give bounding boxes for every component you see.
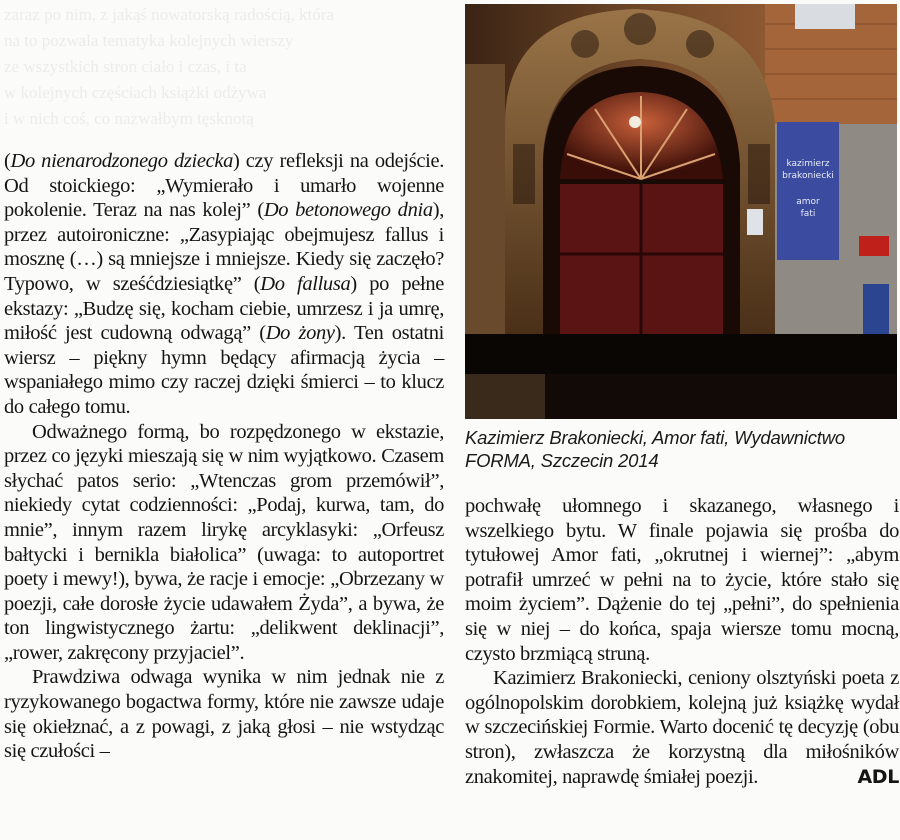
bleed-through-text — [0, 0, 454, 152]
bleed-line: zaraz po nim, z jakąś nowatorską radością, która — [4, 5, 334, 24]
poem-title-unborn-child: Do nienarodzonego dziecka — [10, 150, 233, 172]
paragraph-5 — [465, 666, 899, 789]
photo-caption: Kazimierz Brakoniecki, Amor fati, Wydawnictwo FORMA, Szczecin 2014 — [465, 427, 845, 471]
left-text-column — [4, 149, 444, 764]
book-photo — [465, 4, 897, 419]
wall-plaque — [747, 209, 763, 235]
lower-wall — [465, 374, 545, 419]
paragraph-1-text-d: ). Ten ostatni wiersz – piękny hymn będący afirmacją życia – wspaniałego mimo czy raczej dzięki śmierci – to klucz do całego tomu. — [4, 322, 444, 418]
bleed-line: ze wszystkich stron ciało i czas, i ta — [4, 57, 247, 76]
bleed-line: na to pozwala tematyka kolejnych wierszy — [4, 31, 294, 50]
bleed-line: w kolejnych częściach książki odżywa — [4, 83, 267, 102]
banner — [777, 122, 839, 260]
banner-text-2: brakoniecki — [782, 171, 834, 181]
paragraph-1 — [4, 149, 444, 420]
poem-title-phallus: Do fallusa — [260, 272, 351, 295]
paragraph-1-text-b: ), przez autoironiczne: „Zasypiając obejmujesz fallus i mosznę (…) są mniejsze i mniejsze. Kiedy się zaczęło? Typowo, w sześćdziesiątkę” ( — [4, 199, 444, 295]
paragraph-1-text-c: ) po pełne ekstazy: „Budzę się, kocham ciebie, umrzesz i ja umrę, miłość jest cudowną odwagą” ( — [4, 272, 444, 345]
poem-title-concrete-day: Do betonowego dnia — [263, 199, 433, 222]
left-column-pillar — [465, 64, 505, 344]
paragraph-3: Prawdziwa odwaga wynika w nim jednak nie z ryzykowanego bogactwa formy, które nie zawsze udaje się okiełznać, a z powagi, z jaką głosi – nie wstydząc się czułości – — [4, 666, 444, 763]
lamp — [629, 116, 641, 128]
banner-text-1: kazimierz — [786, 159, 830, 169]
window-top-right — [795, 4, 855, 29]
right-text-column — [465, 494, 899, 789]
banner-text-3: amor — [796, 197, 820, 207]
poem-title-wife: Do żony — [265, 322, 335, 345]
paren-open: ( — [4, 150, 11, 172]
author-signature: ADL — [857, 765, 899, 788]
red-sign — [859, 236, 889, 256]
building-entrance-illustration — [465, 4, 897, 419]
banner-text-4: fati — [800, 209, 816, 219]
dark-overhang — [465, 334, 897, 374]
bleed-line: i w nich coś, co nazwałbym tęsknotą — [4, 109, 254, 128]
paragraph-1-text-a: ) czy refleksji na odejście. Od stoickiego: „Wymierało i umarło wojenne pokolenie. Teraz na nas kolej” ( — [4, 150, 444, 222]
paragraph-5-text: Kazimierz Brakoniecki, ceniony olsztyński poeta z ogólnopolskim dorobkiem, kolejną już książkę wydał w szczecińskiej Formie. Warto docenić tę decyzję (obu stron), zwłaszcza że korzystną dla miłośników znakomitej, naprawdę śmiałej poezji. — [465, 667, 899, 788]
paragraph-2: Odważnego formą, bo rozpędzonego w ekstazie, przez co języki mieszają się w nim wyjątkowo. Czasem słychać patos serio: „Wtenczas grom przemówił”, niekiedy cytat codzienności: „Podaj, kurwa, tam, do mnie”, innym razem lirykę arcyklasyki: „Orfeusz bałtycki i bernikla białolica” (uwaga: to autoportret poety i mewy!), bywa, że racje i emocje: „Obrzezany w poezji, całe dorosłe życie udawałem Żyda”, a bywa, że ton lingwistycznego żartu: „delikwent deklinacji”, „rower, zakręcony przyjaciel”. — [4, 420, 444, 664]
paragraph-4: pochwałę ułomnego i skazanego, własnego i wszelkiego bytu. W finale pojawia się prośba do tytułowej Amor fati, „okrutnej i wiernej”: „abym potrafił umrzeć w pełni na to życie, które stało się moim życiem”. Dążenie do tej „pełni”, do spełnienia się w niej – do końca, spaja wiersze tomu mocną, czysto brzmiącą struną. — [465, 495, 899, 665]
